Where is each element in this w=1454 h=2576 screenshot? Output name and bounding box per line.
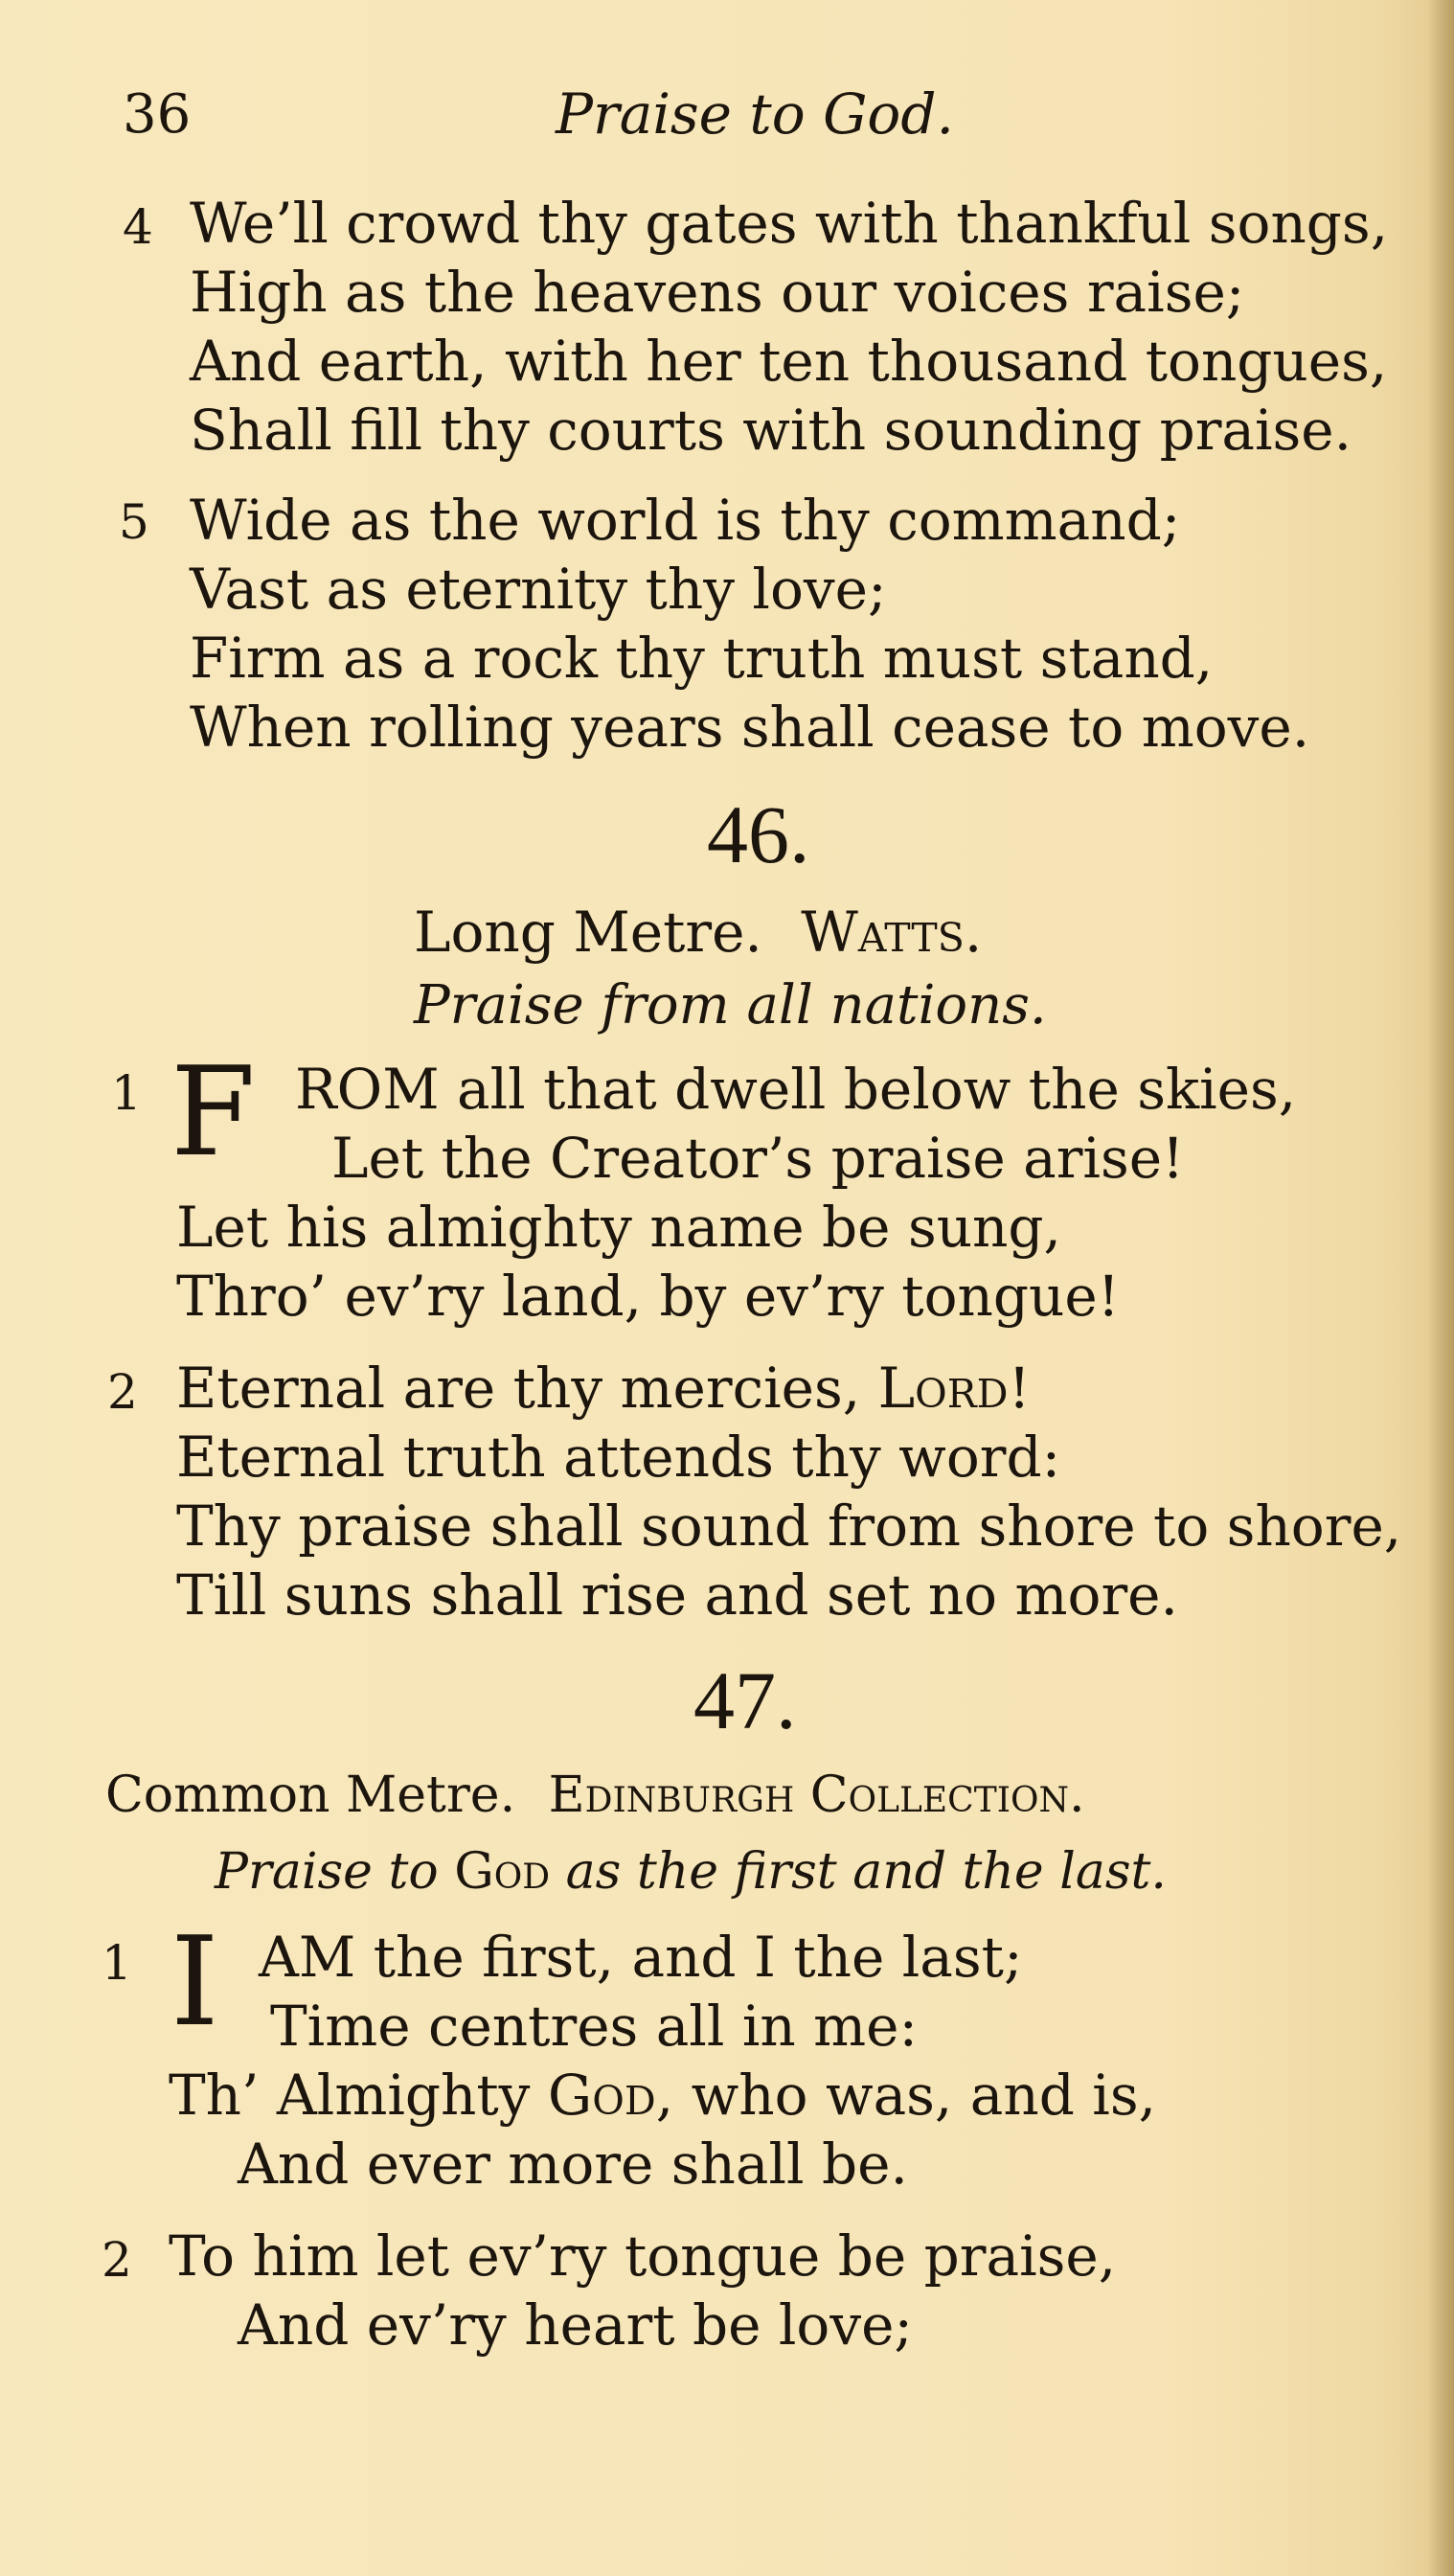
author: Watts. xyxy=(801,900,983,965)
verse-line: To him let ev’ry tongue be praise, xyxy=(169,2223,1117,2289)
drop-cap: I xyxy=(170,1911,219,2054)
stanza-number: 5 xyxy=(119,494,149,550)
verse-line: When rolling years shall cease to move. xyxy=(190,695,1310,760)
verse-line: Thy praise shall sound from shore to shore, xyxy=(176,1493,1402,1559)
metre: Long Metre. xyxy=(414,900,762,965)
stanza-number: 2 xyxy=(107,1364,138,1420)
verse-line: We’ll crowd thy gates with thankful songs, xyxy=(190,191,1389,256)
hymn-metre-line xyxy=(414,900,983,965)
verse-line: Wide as the world is thy command; xyxy=(190,488,1181,553)
page-number: 36 xyxy=(123,83,192,146)
subtitle-text: as the first and the last. xyxy=(565,1843,1167,1901)
stanza-number: 1 xyxy=(102,1935,132,1991)
verse-text: Eternal are thy mercies, xyxy=(176,1356,861,1421)
verse-text: , who was, and is, xyxy=(655,2063,1157,2128)
subtitle-text: Praise to xyxy=(215,1843,439,1901)
verse-line: Firm as a rock thy truth must stand, xyxy=(190,626,1214,691)
stanza-number: 2 xyxy=(102,2232,132,2288)
page-edge-shadow xyxy=(1427,0,1454,2576)
verse-line: Time centres all in me: xyxy=(270,1994,919,2059)
verse-line: Let his almighty name be sung, xyxy=(176,1195,1061,1260)
stanza-number: 1 xyxy=(111,1065,142,1121)
verse-line: High as the heavens our voices raise; xyxy=(190,260,1245,325)
verse-text: Th’ Almighty xyxy=(169,2063,531,2128)
hymn-number: 47. xyxy=(693,1654,797,1746)
verse-line xyxy=(176,1356,1031,1421)
divine-name: God xyxy=(454,1843,551,1901)
verse-line: Thro’ ev’ry land, by ev’ry tongue! xyxy=(176,1264,1120,1329)
verse-line: AM the first, and I the last; xyxy=(259,1925,1023,1990)
verse-line: Till suns shall rise and set no more. xyxy=(176,1562,1178,1628)
divine-name: God xyxy=(547,2063,656,2128)
hymn-subtitle xyxy=(215,1843,1167,1901)
verse-line: Eternal truth attends thy word: xyxy=(176,1425,1061,1490)
metre: Common Metre. xyxy=(105,1767,516,1824)
source: Edinburgh Collection. xyxy=(548,1767,1085,1824)
verse-line: ROM all that dwell below the skies, xyxy=(295,1057,1297,1122)
drop-cap: F xyxy=(170,1041,256,1184)
verse-line: Let the Creator’s praise arise! xyxy=(331,1126,1185,1191)
divine-name: Lord xyxy=(877,1356,1009,1421)
verse-line: Vast as eternity thy love; xyxy=(190,557,887,622)
stanza-number: 4 xyxy=(123,199,153,255)
verse-line: And earth, with her ten thousand tongues, xyxy=(190,329,1388,394)
verse-line: And ever more shall be. xyxy=(238,2131,908,2197)
verse-line: Shall fill thy courts with sounding praise. xyxy=(190,398,1352,463)
verse-line: And ev’ry heart be love; xyxy=(238,2292,913,2358)
running-title: Praise to God. xyxy=(556,81,954,147)
verse-text: ! xyxy=(1008,1356,1031,1421)
hymn-subtitle: Praise from all nations. xyxy=(414,974,1047,1037)
hymn-metre-line xyxy=(105,1767,1085,1824)
verse-line xyxy=(169,2063,1157,2128)
hymn-number: 46. xyxy=(707,788,810,880)
